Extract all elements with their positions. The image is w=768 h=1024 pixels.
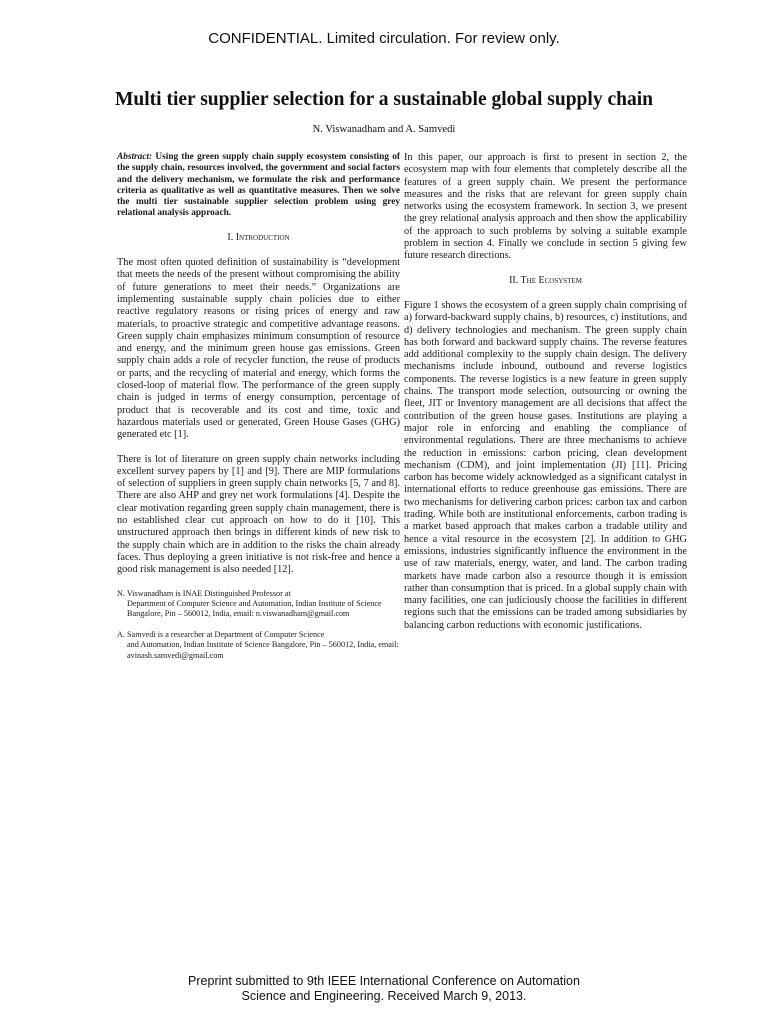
footnote-1-first-line: N. Viswanadham is INAE Distinguished Professor at: [117, 588, 291, 598]
footnote-2-rest: and Automation, Indian Institute of Science Bangalore, Pin – 560012, India, email: avinash.samvedi@gmail.com: [127, 640, 399, 660]
right-intro-paragraph: In this paper, our approach is first to present in section 2, the ecosystem map with four elements that completely describe all the features of a green supply chain. We present the performance measures and the risks that are relevant for green supply chain networks using the ecosystem framework. In section 3, we present the grey relational analysis approach and then show the applicability of the approach to such problems by solving a suitable example problem in section 4. Finally we conclude in section 5 giving few future research directions.: [404, 152, 687, 262]
footnote-author-1: [117, 589, 400, 620]
abstract: [117, 152, 400, 220]
abstract-label: Abstract:: [117, 152, 153, 162]
right-column: [404, 152, 687, 644]
confidential-notice: CONFIDENTIAL. Limited circulation. For review only.: [208, 30, 560, 47]
left-column: [117, 152, 400, 672]
preprint-footer: [0, 974, 768, 1004]
footnote-author-2: [117, 630, 400, 661]
footer-line-2: Science and Engineering. Received March 9, 2013.: [241, 989, 527, 1003]
footnote-2-first-line: A. Samvedi is a researcher at Department of Computer Science: [117, 630, 325, 640]
intro-paragraph-2: There is lot of literature on green supply chain networks including excellent survey papers by [1] and [9]. There are MIP formulations of selection of suppliers in green supply chain networks [5, 7 and 8]. There are also AHP and grey net work formulations [4]. Despite the clear motivation regarding green supply chain management, there is no established clear cut approach on how to do it [10]. This unstructured approach then brings in different kinds of new risk to the supply chain which are in addition to the risks the chain already faces. Thus deploying a green initiative is not risk-free and hence a good risk management is also needed [12].: [117, 453, 400, 576]
section-heading-ecosystem: II. The Ecosystem: [509, 274, 582, 286]
footer-line-1: Preprint submitted to 9th IEEE International Conference on Automation: [188, 974, 580, 988]
paper-title: Multi tier supplier selection for a sustainable global supply chain: [115, 89, 653, 110]
ecosystem-paragraph: Figure 1 shows the ecosystem of a green supply chain comprising of a) forward-backward supply chains, b) resources, c) institutions, and d) delivery technologies and mechanism. The green supply chain has both forward and backward supply chains. The reverse features add additional complexity to the supply chain design. The delivery mechanisms include inbound, outbound and reverse logistics components. The reverse logistics is a new feature in green supply chains. The transport mode selection, outsourcing or owning the fleet, JIT or Inventory management are all decisions that affect the contribution of the green house gases. Institutions are playing a major role in enforcing and enabling the compliance of environmental regulations. There are three mechanisms to achieve the reduction in emissions: carbon pricing, clean development mechanism (CDM), and joint implementation (JI) [11]. Pricing carbon has become widely acknowledged as a significant catalyst in international efforts to reduce greenhouse gas emissions. There are two mechanisms for delivering carbon prices: carbon tax and carbon trading. While both are institutional enforcements, carbon trading is a market based approach that makes carbon a tradable utility and hence a vital resource in the ecosystem [2]. In addition to GHG emissions, industries significantly influence the environment in the use of raw materials, energy, water, and land. The carbon trading markets have made carbon also a resource though it is emission rather than consumption that is priced. In a global supply chain with many facilities, one can judiciously choose the facilities in different regions such that the emissions can be traded among subsidiaries by balancing carbon reductions with economic justifications.: [404, 299, 687, 631]
section-heading-introduction: I. Introduction: [227, 231, 290, 243]
paper-authors: N. Viswanadham and A. Samvedi: [312, 124, 456, 135]
intro-paragraph-1: The most often quoted definition of sustainability is “development that meets the needs of the present without compromising the ability of future generations to meet their needs.” Organizations are implementing sustainable supply chain policies due to either reactive regulatory reasons or rising prices of energy and raw materials, to proactive strategic and competitive advantage reasons. Green supply chain emphasizes minimum consumption of resource and energy, and the minimum green house gas emissions. Green supply chain adds a role of recycler function, the reuse of products or parts, and the recycling of material and energy, which forms the closed-loop of material flow. The performance of the green supply chain is judged in terms of energy consumption, percentage of product that is recoverable and its cost and time, toxic and hazardous materials used or generated, Green House Gases (GHG) generated etc [1].: [117, 257, 400, 441]
abstract-text: Using the green supply chain supply ecosystem consisting of the supply chain, resources involved, the government and social factors and the delivery mechanism, we formulate the risk and performance criteria as qualitative as well as quantitative measures. Then we solve the multi tier sustainable supplier selection problem using grey relational analysis approach.: [117, 152, 400, 219]
footnote-1-rest: Department of Computer Science and Automation, Indian Institute of Science Bangalore, Pin – 560012, India, email: n.viswanadham@gmail.com: [127, 598, 382, 618]
